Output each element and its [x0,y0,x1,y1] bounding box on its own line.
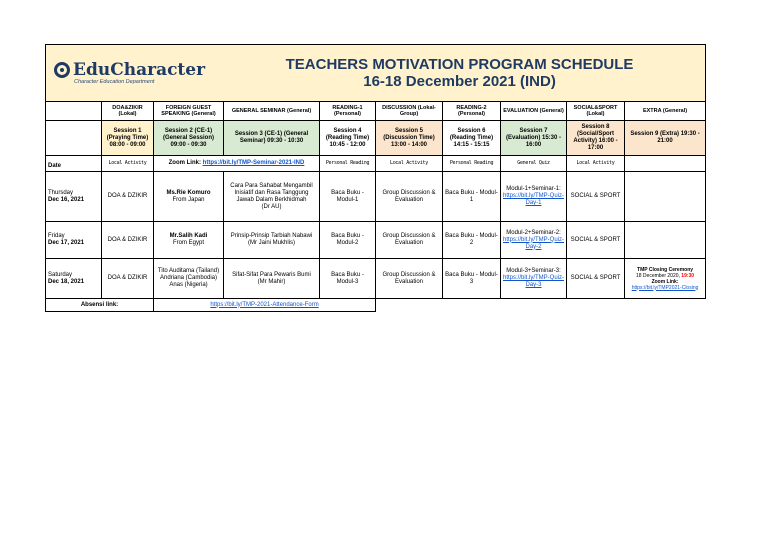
column-header: FOREIGN GUEST SPEAKING (General) [154,102,224,121]
session-cell: Session 3 (CE-1) (General Seminar) 09:30 - 10:30 [224,121,320,156]
zoom-link-cell [154,156,320,172]
table-row [46,172,706,222]
extra-cell [625,172,706,222]
activity-label: Local Activity [376,156,443,172]
reading-cell: Baca Buku - Modul-2 [443,222,501,259]
discussion-cell: Group Discussion & Evaluation [376,222,443,259]
zoom-label: Zoom Link: [168,160,201,166]
evaluation-cell [501,222,567,259]
logo [46,61,214,86]
speaker-origin: From Egypt [172,240,204,246]
evaluation-text: Modul-1+Seminar-1: [506,186,561,192]
absensi-link-cell [154,299,376,312]
logo-mark-icon [54,62,70,78]
seminar-cell [224,259,320,299]
session-cell: Session 1 (Praying Time) 08:00 - 09:00 [102,121,154,156]
speaker-name: Mr.Salih Kadi [169,233,208,239]
blank-cell [376,299,706,312]
column-header: DISCUSSION (Lokal-Group) [376,102,443,121]
day-cell [46,222,102,259]
discussion-cell: Group Discussion & Evaluation [376,259,443,299]
day-date: Dec 16, 2021 [48,196,85,203]
column-header: READING-2 (Personal) [443,102,501,121]
page-title: TEACHERS MOTIVATION PROGRAM SCHEDULE [285,56,634,73]
day-name: Saturday [48,271,73,278]
day-cell [46,259,102,299]
day-name: Friday [48,233,65,239]
doa-cell: DOA & DZIKIR [102,172,154,222]
reading-cell: Baca Buku - Modul-1 [443,172,501,222]
speaker-cell [154,222,224,259]
closing-ceremony-time: 19:30 [681,272,695,279]
session-cell: Session 9 (Extra) 19:30 - 21:00 [625,121,706,156]
date-label: Date [46,156,102,172]
quiz-link[interactable]: https://bit.ly/TMP-Quiz-Day-1 [503,193,565,206]
absensi-label: Absensi link: [46,299,154,312]
activity-label: General Quiz [501,156,567,172]
session-cell: Session 5 (Discussion Time) 13:00 - 14:00 [376,121,443,156]
day-date: Dec 17, 2021 [48,240,85,246]
extra-cell [625,259,706,299]
table-row [46,259,706,299]
session-cell: Session 8 (Social/Sport Activity) 16:00 - 17:00 [567,121,625,156]
social-cell: SOCIAL & SPORT [567,259,625,299]
activity-label: Personal Reading [443,156,501,172]
column-header: EXTRA (General) [625,102,706,121]
evaluation-cell [501,259,567,299]
day-cell [46,172,102,222]
session-cell: Session 4 (Reading Time) 10:45 - 12:00 [320,121,376,156]
speaker-origin: From Japan [172,196,205,203]
reading-cell: Baca Buku - Modul-2 [320,222,376,259]
activity-label: Local Activity [102,156,154,172]
zoom-link[interactable]: https://bit.ly/TMP-Seminar-2021-IND [202,160,305,166]
day-name: Thursday [48,189,74,196]
session-cell: Session 6 (Reading Time) 14:15 - 15:15 [443,121,501,156]
speaker-cell: Tito Auditama (Tailand) Andriana (Cambodia) Anas (Nigeria) [154,259,224,299]
doa-cell: DOA & DZIKIR [102,222,154,259]
evaluation-text: Modul-2+Seminar-2: [506,229,561,236]
seminar-speaker: (Mr Jaini Mukhlis) [247,240,295,246]
column-header: READING-1 (Personal) [320,102,376,121]
extra-cell [625,222,706,259]
header-banner [46,45,706,102]
seminar-title: Cara Para Sahabat Mengambil Inisiatif dan Rasa Tanggung Jawab Dalam Berkhidmah [230,182,313,203]
reading-cell: Baca Buku - Modul-1 [320,172,376,222]
column-header: DOA&ZIKIR (Lokal) [102,102,154,121]
schedule-table [45,44,706,312]
evaluation-text: Modul-3+Seminar-3: [506,268,561,274]
closing-ceremony-date: 18 December 2020, [635,272,680,279]
blank-cell [46,121,102,156]
page-subtitle: 16-18 December 2021 (IND) [363,73,556,90]
reading-cell: Baca Buku - Modul-3 [320,259,376,299]
seminar-title: Prinsip-Prinsip Tarbiah Nabawi [230,233,313,239]
corner-cell [46,102,102,121]
day-date: Dec 18, 2021 [48,278,85,285]
table-row [46,222,706,259]
seminar-speaker: (Mr Mahir) [257,278,286,285]
evaluation-cell [501,172,567,222]
speaker-cell [154,172,224,222]
social-cell: SOCIAL & SPORT [567,172,625,222]
activity-label: Local Activity [567,156,625,172]
discussion-cell: Group Discussion & Evaluation [376,172,443,222]
reading-cell: Baca Buku - Modul-3 [443,259,501,299]
session-cell: Session 7 (Evaluation) 15:30 - 16:00 [501,121,567,156]
logo-tagline: Character Education Department [74,78,155,85]
seminar-title: Sifat-Sifat Para Pewaris Bumi [232,271,311,278]
column-header: EVALUATION (General) [501,102,567,121]
seminar-cell [224,222,320,259]
absensi-link[interactable]: https://bit.ly/TMP-2021-Attendance-Form [210,301,319,308]
column-header: GENERAL SEMINAR (General) [224,102,320,121]
closing-ceremony-title: TMP Closing Ceremony [637,266,694,273]
column-header: SOCIAL&SPORT (Lokal) [567,102,625,121]
session-cell: Session 2 (CE-1) (General Session) 09:00 - 09:30 [154,121,224,156]
quiz-link[interactable]: https://bit.ly/TMP-Quiz-Day-3 [503,275,565,288]
seminar-speaker: (Dr AU) [261,203,282,210]
closing-zoom-link[interactable]: https://bit.ly/TMP2021-Closing [631,284,699,291]
social-cell: SOCIAL & SPORT [567,222,625,259]
seminar-cell [224,172,320,222]
speaker-name: Ms.Rie Komuro [166,189,211,196]
quiz-link[interactable]: https://bit.ly/TMP-Quiz-Day-2 [503,236,565,250]
closing-zoom-label: Zoom Link: [651,278,679,285]
activity-label: Personal Reading [320,156,376,172]
doa-cell: DOA & DZIKIR [102,259,154,299]
logo-name: EduCharacter [73,59,206,80]
blank-cell [625,156,706,172]
